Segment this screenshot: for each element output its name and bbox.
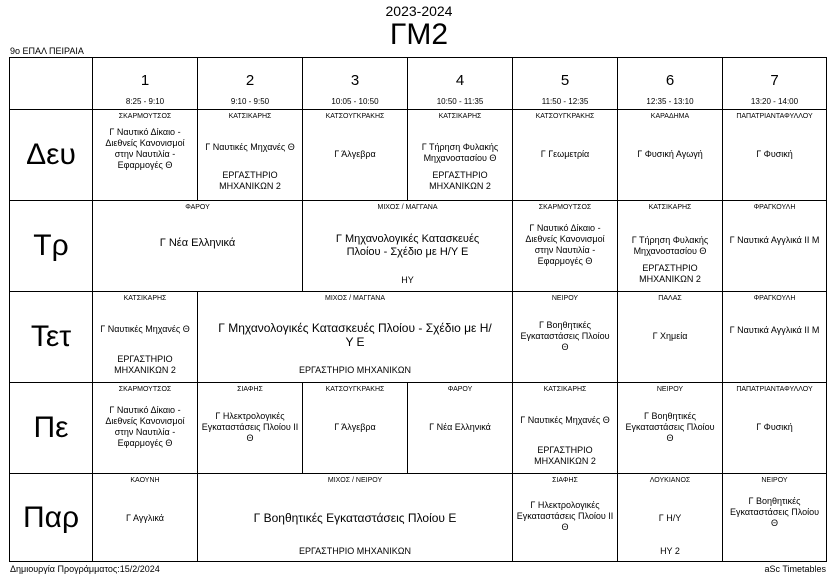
lesson-cell[interactable] (513, 110, 618, 201)
subject-name: Γ Μηχανολογικές Κατασκευές Πλοίου - Σχέδιο με Η/Υ Ε (218, 321, 492, 349)
teacher-name: ΜΙΧΟΣ / ΜΑΓΓΑΝΑ (377, 204, 438, 211)
day-label: Δευ (10, 110, 93, 201)
subject-name: Γ Νέα Ελληνικά (429, 422, 491, 432)
period-time: 9:10 - 9:50 (230, 97, 270, 106)
teacher-name: ΣΚΑΡΜΟΥΤΣΟΣ (118, 113, 172, 120)
teacher-name: ΠΑΠΑΤΡΙΑΝΤΑΦΥΛΛΟΥ (736, 386, 813, 393)
period-header (303, 58, 408, 110)
period-header (198, 58, 303, 110)
period-time: 12:35 - 13:10 (646, 97, 694, 106)
teacher-name: ΦΡΑΓΚΟΥΛΗ (753, 204, 796, 211)
lesson-cell[interactable] (618, 474, 723, 561)
subject-name: Γ Ναυτικές Μηχανές Θ (100, 324, 190, 334)
subject-name: Γ Τήρηση Φυλακής Μηχανοστασίου Θ (421, 142, 499, 163)
room-name: ΕΡΓΑΣΤΗΡΙΟ ΜΗΧΑΝΙΚΩΝ (299, 365, 411, 375)
room-name: ΕΡΓΑΣΤΗΡΙΟ ΜΗΧΑΝΙΚΩΝ 2 (114, 354, 176, 375)
period-time: 13:20 - 14:00 (750, 97, 799, 106)
teacher-name: ΜΙΧΟΣ / ΜΑΓΓΑΝΑ (324, 295, 385, 302)
lesson-cell[interactable] (198, 292, 513, 383)
room-name: ΕΡΓΑΣΤΗΡΙΟ ΜΗΧΑΝΙΚΩΝ 2 (534, 445, 596, 466)
subject-name: Γ Ηλεκτρολογικές Εγκαταστάσεις Πλοίου ΙΙ Θ (516, 500, 614, 532)
teacher-name: ΚΑΤΣΙΚΑΡΗΣ (648, 204, 692, 211)
period-number: 1 (140, 72, 150, 89)
lesson-cell[interactable] (618, 110, 723, 201)
period-time: 11:50 - 12:35 (541, 97, 589, 106)
subject-name: Γ Γεωμετρία (540, 149, 590, 159)
period-number: 7 (770, 72, 779, 89)
lesson-cell[interactable] (723, 110, 826, 201)
day-label: Τετ (10, 292, 93, 383)
room-name: ΕΡΓΑΣΤΗΡΙΟ ΜΗΧΑΝΙΚΩΝ (299, 546, 411, 556)
teacher-name: ΝΕΙΡΟΥ (551, 295, 579, 302)
teacher-name: ΝΕΙΡΟΥ (656, 386, 684, 393)
subject-name: Γ Χημεία (652, 331, 688, 341)
period-time: 10:05 - 10:50 (331, 97, 379, 106)
corner-cell (10, 58, 93, 110)
lesson-cell[interactable] (93, 110, 198, 201)
teacher-name: ΣΚΑΡΜΟΥΤΣΟΣ (118, 386, 172, 393)
teacher-name: ΚΑΤΣΙΚΑΡΗΣ (438, 113, 482, 120)
subject-name: Γ Νέα Ελληνικά (159, 237, 236, 249)
lesson-cell[interactable] (618, 383, 723, 474)
teacher-name: ΦΑΡΟΥ (185, 204, 210, 211)
lesson-cell[interactable] (303, 110, 408, 201)
teacher-name: ΚΑΤΣΙΚΑΡΗΣ (123, 295, 167, 302)
subject-name: Γ Φυσική (756, 149, 793, 159)
teacher-name: ΚΑΡΑΔΗΜΑ (650, 113, 690, 120)
subject-name: Γ Βοηθητικές Εγκαταστάσεις Πλοίου Θ (729, 496, 820, 528)
period-time: 10:50 - 11:35 (436, 97, 484, 106)
subject-name: Γ Ναυτικό Δίκαιο - Διεθνείς Κανονισμοί στην Ναυτιλία - Εφαρμογές Θ (525, 223, 605, 266)
lesson-cell[interactable] (723, 292, 826, 383)
subject-name: Γ Τήρηση Φυλακής Μηχανοστασίου Θ (631, 235, 709, 256)
teacher-name: ΚΑΤΣΙΚΑΡΗΣ (228, 113, 272, 120)
teacher-name: ΝΕΙΡΟΥ (761, 477, 788, 484)
subject-name: Γ Βοηθητικές Εγκαταστάσεις Πλοίου Ε (253, 511, 457, 525)
period-number: 6 (665, 72, 675, 89)
room-name: ΗΥ 2 (660, 546, 680, 556)
lesson-cell[interactable] (93, 474, 198, 561)
lesson-cell[interactable] (93, 383, 198, 474)
teacher-name: ΚΑΤΣΙΚΑΡΗΣ (543, 386, 587, 393)
period-number: 3 (350, 72, 360, 89)
room-name: ΗΥ (401, 275, 414, 285)
teacher-name: ΚΑΤΣΟΥΓΚΡΑΚΗΣ (325, 386, 385, 393)
period-time: 8:25 - 9:10 (125, 97, 165, 106)
period-number: 4 (455, 72, 465, 89)
teacher-name: ΜΙΧΟΣ / ΝΕΙΡΟΥ (327, 477, 383, 484)
subject-name: Γ Ναυτικές Μηχανές Θ (520, 415, 610, 425)
subject-name: Γ Άλγεβρα (334, 422, 376, 432)
teacher-name: ΣΙΑΦΗΣ (552, 477, 578, 484)
subject-name: Γ Βοηθητικές Εγκαταστάσεις Πλοίου Θ (520, 320, 610, 352)
teacher-name: ΛΟΥΚΙΑΝΟΣ (649, 477, 691, 484)
lesson-cell[interactable] (618, 292, 723, 383)
lesson-cell[interactable] (513, 383, 618, 474)
teacher-name: ΦΡΑΓΚΟΥΛΗ (753, 295, 796, 302)
subject-name: Γ Άλγεβρα (334, 149, 376, 159)
school-year: 2023-2024 (385, 3, 453, 19)
room-name: ΕΡΓΑΣΤΗΡΙΟ ΜΗΧΑΝΙΚΩΝ 2 (219, 170, 281, 191)
subject-name: Γ Ναυτικά Αγγλικά ΙΙ Μ (729, 235, 820, 245)
lesson-cell[interactable] (618, 201, 723, 292)
lesson-cell[interactable] (198, 383, 303, 474)
lesson-cell[interactable] (93, 292, 198, 383)
subject-name: Γ Βοηθητικές Εγκαταστάσεις Πλοίου Θ (625, 411, 715, 443)
teacher-name: ΦΑΡΟΥ (447, 386, 473, 393)
subject-name: Γ Ναυτικό Δίκαιο - Διεθνείς Κανονισμοί στην Ναυτιλία - Εφαρμογές Θ (105, 405, 185, 448)
room-name: ΕΡΓΑΣΤΗΡΙΟ ΜΗΧΑΝΙΚΩΝ 2 (639, 263, 701, 284)
subject-name: Γ Αγγλικά (126, 513, 164, 523)
subject-name: Γ Ναυτικά Αγγλικά ΙΙ Μ (729, 325, 820, 335)
lesson-cell[interactable] (723, 474, 826, 561)
teacher-name: ΚΑΤΣΟΥΓΚΡΑΚΗΣ (535, 113, 595, 120)
software-credit: aSc Timetables (764, 564, 826, 574)
room-name: ΕΡΓΑΣΤΗΡΙΟ ΜΗΧΑΝΙΚΩΝ 2 (429, 170, 491, 191)
period-header (93, 58, 198, 110)
subject-name: Γ Μηχανολογικές Κατασκευές Πλοίου - Σχέδιο με Η/Υ Ε (335, 233, 480, 258)
period-header (618, 58, 723, 110)
teacher-name: ΠΑΛΑΣ (658, 295, 682, 302)
period-header (723, 58, 826, 110)
subject-name: Γ Φυσική Αγωγή (637, 149, 703, 159)
class-name: ΓΜ2 (389, 18, 449, 51)
lesson-cell[interactable] (513, 292, 618, 383)
school-name: 9ο ΕΠΑΛ ΠΕΙΡΑΙΑ (10, 46, 84, 56)
lesson-cell[interactable] (408, 383, 513, 474)
day-label: Τρ (10, 201, 93, 292)
lesson-cell[interactable] (198, 474, 513, 561)
day-label: Πε (10, 383, 93, 474)
lesson-cell[interactable] (408, 110, 513, 201)
period-number: 5 (560, 72, 570, 89)
timetable-grid (9, 57, 827, 562)
lesson-cell[interactable] (513, 474, 618, 561)
period-header (513, 58, 618, 110)
lesson-cell[interactable] (513, 201, 618, 292)
creation-date: Δημιουργία Προγράμματος:15/2/2024 (10, 564, 160, 574)
lesson-cell[interactable] (303, 383, 408, 474)
day-label: Παρ (10, 474, 93, 561)
lesson-cell[interactable] (303, 201, 513, 292)
lesson-cell[interactable] (723, 201, 826, 292)
lesson-cell[interactable] (93, 201, 303, 292)
teacher-name: ΠΑΠΑΤΡΙΑΝΤΑΦΥΛΛΟΥ (736, 113, 813, 120)
subject-name: Γ Φυσική (756, 422, 793, 432)
teacher-name: ΣΙΑΦΗΣ (237, 386, 263, 393)
period-header (408, 58, 513, 110)
lesson-cell[interactable] (723, 383, 826, 474)
subject-name: Γ Ναυτικό Δίκαιο - Διεθνείς Κανονισμοί στην Ναυτιλία - Εφαρμογές Θ (105, 127, 185, 170)
teacher-name: ΣΚΑΡΜΟΥΤΣΟΣ (538, 204, 592, 211)
subject-name: Γ Ναυτικές Μηχανές Θ (205, 142, 295, 152)
period-number: 2 (245, 72, 255, 89)
subject-name: Γ Ηλεκτρολογικές Εγκαταστάσεις Πλοίου ΙΙ Θ (201, 411, 299, 443)
lesson-cell[interactable] (198, 110, 303, 201)
teacher-name: ΚΑΟΥΝΗ (130, 477, 160, 484)
subject-name: Γ Η/Υ (658, 513, 682, 523)
teacher-name: ΚΑΤΣΟΥΓΚΡΑΚΗΣ (325, 113, 385, 120)
